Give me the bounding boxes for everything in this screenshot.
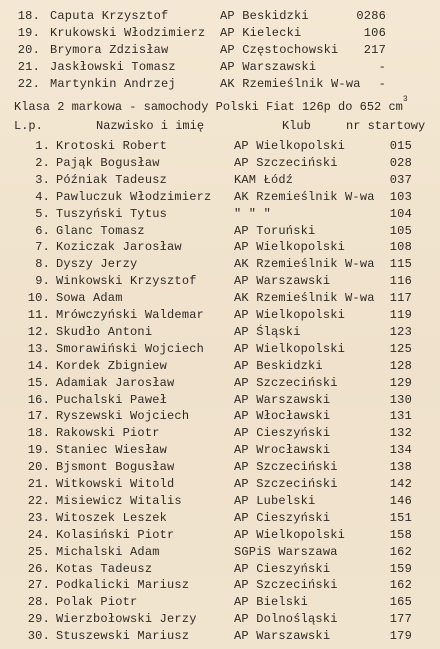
start-number: 116 [389, 274, 412, 289]
table-row [0, 239, 440, 256]
row-number: 14. [27, 358, 50, 373]
competitor-name: Rakowski Piotr [56, 426, 160, 441]
club-name: AP Cieszyński [234, 561, 331, 576]
start-number: 128 [389, 358, 412, 373]
table-row [0, 358, 440, 375]
competitor-name: Tuszyński Tytus [56, 206, 168, 221]
row-number: 18. [17, 9, 40, 23]
club-name: AP Cieszyński [234, 510, 331, 525]
start-number: 142 [389, 477, 412, 491]
start-number: 162 [389, 578, 412, 593]
table-row [0, 611, 440, 628]
competitor-name: Bjsmont Bogusław [56, 460, 175, 475]
club-name: AP Lubelski [234, 493, 316, 508]
club-name: AP Wielkopolski [234, 341, 346, 356]
row-number: 16. [27, 392, 50, 407]
table-row [0, 476, 440, 493]
club-name: AP Wielkopolski [234, 308, 346, 322]
row-number: 24. [27, 527, 50, 542]
table-row [0, 8, 440, 25]
start-number: 037 [389, 172, 412, 187]
start-number: 106 [363, 26, 386, 40]
start-number: 158 [389, 527, 412, 542]
club-name: AP Warszawski [220, 60, 317, 74]
column-header-club: Klub [282, 119, 311, 133]
column-header-name: Nazwisko i imię [96, 119, 205, 133]
start-number: 117 [389, 291, 412, 306]
table-row [0, 392, 440, 409]
competitor-name: Sowa Adam [56, 291, 123, 306]
row-number: 25. [27, 544, 50, 559]
table-row [0, 206, 440, 223]
club-name: AP Dolnośląski [234, 612, 338, 627]
table-row [0, 459, 440, 476]
start-number: 151 [389, 510, 412, 525]
table-row [0, 493, 440, 510]
start-number: 217 [363, 43, 386, 57]
class-heading [14, 96, 408, 115]
table-row [0, 138, 440, 155]
competitor-name: Winkowski Krzysztof [56, 274, 197, 289]
start-number: 125 [389, 341, 412, 356]
table-row [0, 594, 440, 611]
club-name: AK Rzemieślnik W-wa [220, 77, 361, 91]
row-number: 22. [27, 493, 50, 508]
table-row [0, 223, 440, 240]
competitor-name: Staniec Wiesław [56, 443, 168, 458]
competitor-name: Jaskłowski Tomasz [50, 60, 176, 74]
club-name: AP Szczeciński [234, 578, 338, 593]
row-number: 28. [27, 595, 50, 610]
row-number: 6. [35, 223, 50, 238]
start-number: 131 [389, 409, 412, 424]
club-name: AP Beskidzki [234, 358, 323, 373]
table-row [0, 561, 440, 578]
club-name: AK Rzemieślnik W-wa [234, 189, 375, 204]
table-row [0, 544, 440, 561]
start-number: 132 [389, 426, 412, 441]
club-name: AP Warszawski [234, 392, 331, 407]
row-number: 18. [27, 426, 50, 441]
row-number: 12. [27, 324, 50, 339]
table-row [0, 527, 440, 544]
club-name: AP Warszawski [234, 274, 331, 289]
start-number: 134 [389, 443, 412, 458]
start-number: 177 [389, 612, 412, 627]
start-number: 0286 [356, 9, 386, 23]
start-number: 123 [389, 324, 412, 339]
table-row [0, 172, 440, 189]
competitor-name: Krotoski Robert [56, 139, 168, 153]
column-header-lp: L.p. [14, 119, 43, 133]
row-number: 26. [27, 561, 50, 576]
row-number: 21. [17, 60, 40, 74]
table-row [0, 256, 440, 273]
club-name: " " " [234, 206, 272, 221]
table-row [0, 307, 440, 324]
competitor-name: Koziczak Jarosław [56, 240, 182, 255]
club-name: AK Rzemieślnik W-wa [234, 257, 375, 272]
row-number: 9. [35, 274, 50, 289]
row-number: 15. [27, 375, 50, 390]
club-name: SGPiS Warszawa [234, 544, 338, 559]
start-number: 130 [389, 392, 412, 407]
competitor-name: Caputa Krzysztof [50, 9, 169, 23]
start-number: 159 [389, 561, 412, 576]
club-name: AP Beskidzki [220, 9, 309, 23]
row-number: 22. [17, 77, 40, 91]
start-number: 165 [389, 595, 412, 610]
competitor-name: Wierzbołowski Jerzy [56, 612, 197, 627]
club-name: AP Bielski [234, 595, 309, 610]
start-number: 105 [389, 223, 412, 238]
table-row [0, 341, 440, 358]
competitor-name: Dyszy Jerzy [56, 257, 138, 272]
club-name: AP Włocławski [234, 409, 331, 424]
club-name: AP Wrocławski [234, 443, 331, 458]
club-name: AP Szczeciński [234, 460, 338, 475]
row-number: 2. [35, 155, 50, 170]
table-row [0, 155, 440, 172]
table-row [0, 425, 440, 442]
competitor-name: Stuszewski Mariusz [56, 629, 190, 644]
club-name: AP Częstochowski [220, 43, 339, 57]
class-heading-text: Klasa 2 markowa - samochody Polski Fiat 126p do 652 cm [14, 100, 403, 114]
table-row [0, 189, 440, 206]
club-name: AP Toruński [234, 223, 316, 238]
row-number: 21. [27, 477, 50, 491]
competitor-name: Skudło Antoni [56, 324, 153, 339]
competitor-name: Glanc Tomasz [56, 223, 145, 238]
start-number: 129 [389, 375, 412, 390]
competitor-name: Witoszek Leszek [56, 510, 168, 525]
row-number: 19. [27, 443, 50, 458]
competitor-name: Adamiak Jarosław [56, 375, 175, 390]
competitor-name: Kordek Zbigniew [56, 358, 168, 373]
row-number: 20. [17, 43, 40, 57]
competitor-name: Michalski Adam [56, 544, 160, 559]
competitor-name: Misiewicz Witalis [56, 493, 182, 508]
competitor-name: Podkalicki Mariusz [56, 578, 190, 593]
row-number: 5. [35, 206, 50, 221]
start-number: 119 [389, 308, 412, 322]
start-number: 138 [389, 460, 412, 475]
row-number: 19. [17, 26, 40, 40]
table-row [0, 42, 440, 59]
competitor-name: Krukowski Włodzimierz [50, 26, 206, 40]
club-name: AP Wielkopolski [234, 527, 346, 542]
row-number: 29. [27, 612, 50, 627]
start-number: 179 [389, 629, 412, 644]
table-row [0, 408, 440, 425]
club-name: AP Szczeciński [234, 375, 338, 390]
table-row [0, 510, 440, 527]
club-name: AP Cieszyński [234, 426, 331, 441]
start-number: 103 [389, 189, 412, 204]
competitor-name: Pająk Bogusław [56, 155, 160, 170]
competitor-name: Pawluczuk Włodzimierz [56, 189, 212, 204]
competitor-name: Martynkin Andrzej [50, 77, 176, 91]
row-number: 27. [27, 578, 50, 593]
start-number: 108 [389, 240, 412, 255]
table-row [0, 290, 440, 307]
table-row [0, 375, 440, 392]
club-name: AP Wielkopolski [234, 139, 346, 153]
start-number: - [378, 60, 386, 74]
row-number: 23. [27, 510, 50, 525]
competitor-name: Kotas Tadeusz [56, 561, 153, 576]
start-number: 028 [389, 155, 412, 170]
competitor-name: Brymora Zdzisław [50, 43, 169, 57]
row-number: 8. [35, 257, 50, 272]
row-number: 17. [27, 409, 50, 424]
row-number: 10. [27, 291, 50, 306]
club-name: AP Warszawski [234, 629, 331, 644]
row-number: 4. [35, 189, 50, 204]
row-number: 7. [35, 240, 50, 255]
start-number: 162 [389, 544, 412, 559]
competitor-name: Polak Piotr [56, 595, 138, 610]
row-number: 3. [35, 172, 50, 187]
start-number: 146 [389, 493, 412, 508]
row-number: 11. [27, 308, 50, 322]
class-heading-superscript: 3 [402, 95, 408, 104]
table-row [0, 59, 440, 76]
row-number: 30. [27, 629, 50, 644]
table-row [0, 324, 440, 341]
column-header-start-number: nr startowy [346, 119, 426, 133]
table-row [0, 442, 440, 459]
competitor-name: Witkowski Witold [56, 477, 175, 491]
club-name: AP Śląski [234, 324, 301, 339]
row-number: 20. [27, 460, 50, 475]
start-number: 104 [389, 206, 412, 221]
competitor-name: Ryszewski Wojciech [56, 409, 190, 424]
row-number: 1. [35, 139, 50, 153]
club-name: AP Wielkopolski [234, 240, 346, 255]
table-row [0, 76, 440, 93]
club-name: KAM Łódź [234, 172, 294, 187]
club-name: AP Szczeciński [234, 155, 338, 170]
competitor-name: Mrówczyński Waldemar [56, 308, 205, 322]
club-name: AP Szczeciński [234, 477, 338, 491]
table-row [0, 628, 440, 645]
start-number: 015 [389, 139, 412, 153]
club-name: AP Kielecki [220, 26, 302, 40]
competitor-name: Puchalski Paweł [56, 392, 168, 407]
table-row [0, 25, 440, 42]
row-number: 13. [27, 341, 50, 356]
start-number: 115 [389, 257, 412, 272]
competitor-name: Kolasiński Piotr [56, 527, 175, 542]
competitor-name: Smorawiński Wojciech [56, 341, 205, 356]
competitor-name: Późniak Tadeusz [56, 172, 168, 187]
table-row [0, 273, 440, 290]
table-row [0, 577, 440, 594]
start-number: - [378, 77, 386, 91]
club-name: AK Rzemieślnik W-wa [234, 291, 375, 306]
